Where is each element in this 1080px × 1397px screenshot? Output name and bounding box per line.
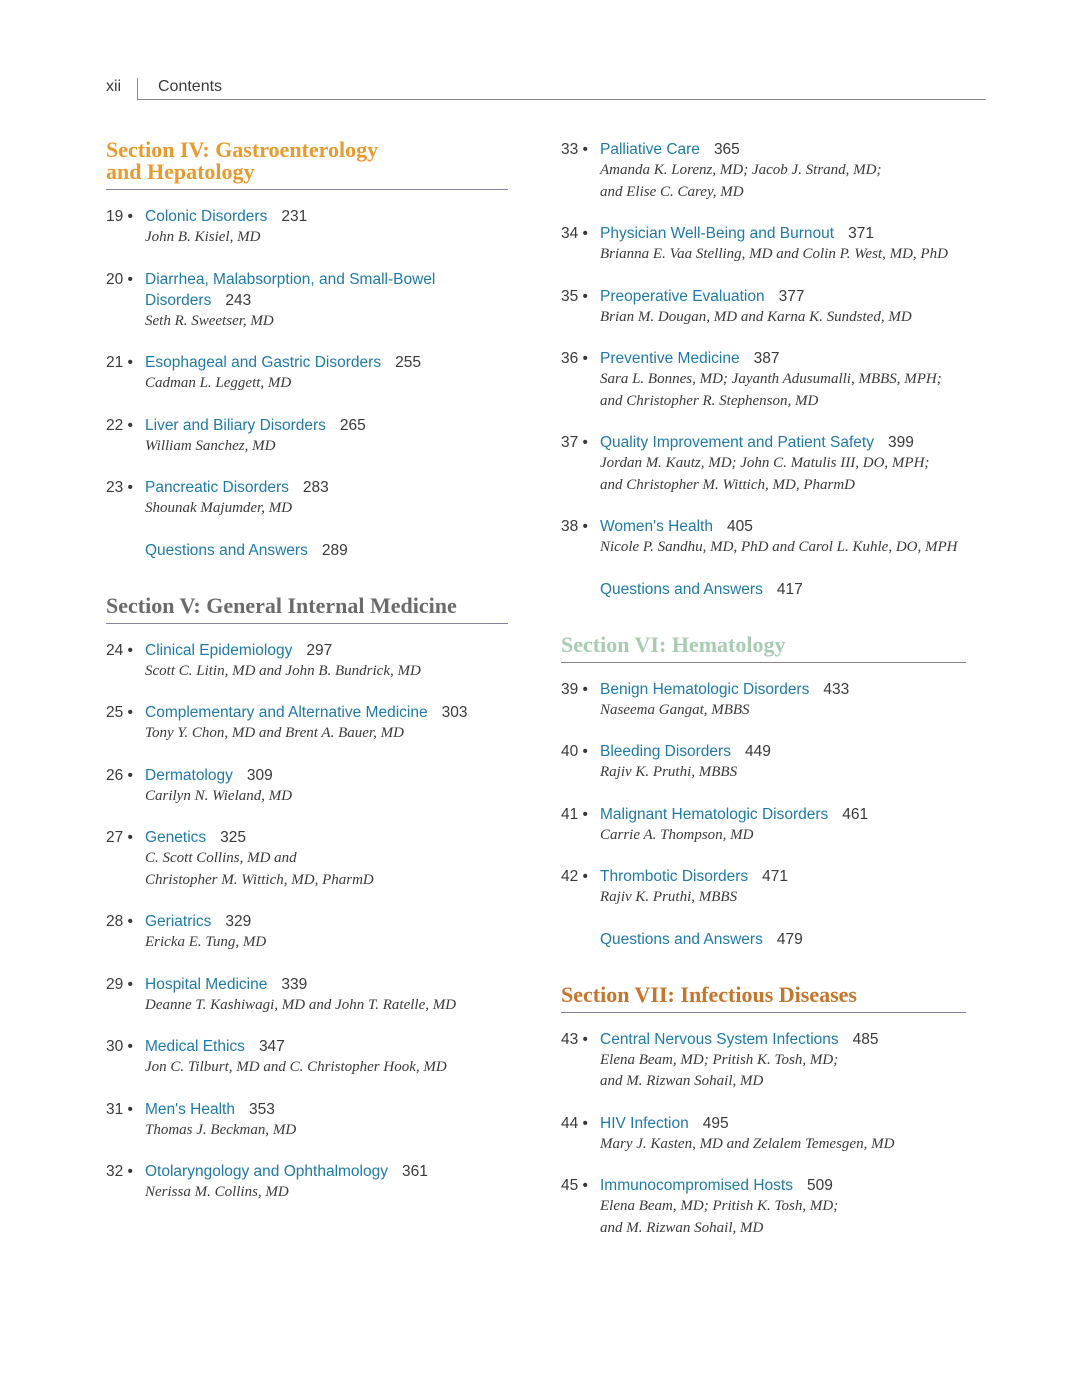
toc-entry [561,223,966,266]
chapter-authors [145,1182,508,1204]
chapter-title-line [600,516,966,537]
chapter-authors [600,453,966,496]
chapter-title-line [145,640,508,661]
chapter-page-number: 325 [220,829,247,846]
chapter-title-line [600,1175,966,1196]
chapter-title-link[interactable]: Benign Hematologic Disorders [600,680,810,698]
qa-link[interactable]: Questions and Answers [600,930,763,948]
chapter-number: 39 • [561,680,588,698]
chapter-title-line [145,974,508,995]
chapter-number: 30 • [106,1038,133,1055]
toc-entry [106,765,508,808]
chapter-title-line [600,286,966,307]
chapter-title-link[interactable]: Otolaryngology and Ophthalmology [145,1163,388,1180]
left-column [106,139,508,1224]
chapter-title-link[interactable]: Hospital Medicine [145,975,268,993]
chapter-title-link[interactable]: Women's Health [600,518,713,535]
toc-entry [561,516,966,559]
chapter-page-number: 365 [713,141,740,158]
chapter-title-line [600,348,966,369]
chapter-authors [145,661,508,683]
chapter-page-number: 339 [281,975,308,993]
chapter-title-link[interactable]: Physician Well-Being and Burnout [600,225,835,242]
chapter-authors [600,160,966,203]
chapter-authors [145,498,508,520]
chapter-title-line [145,415,508,436]
chapter-title-link[interactable]: Preventive Medicine [600,350,740,367]
chapter-authors [600,369,966,412]
chapter-authors [145,932,508,954]
chapter-title-link[interactable]: Thrombotic Disorders [600,868,749,885]
chapter-page-number: 283 [302,479,329,496]
toc-entry [106,415,508,458]
toc-entry [561,866,966,909]
section-heading-line: Section V: General Internal Medicine [106,592,457,618]
author-line: Brianna E. Vaa Stelling, MD and Colin P. West, MD, PhD [600,246,948,262]
chapter-number: 24 • [106,641,133,659]
chapter-authors [600,1050,966,1093]
toc-entry [106,974,508,1017]
chapter-title-line [600,223,966,244]
author-line: and M. Rizwan Sohail, MD [600,1219,764,1236]
chapter-number: 25 • [106,704,133,721]
chapter-authors [600,1196,966,1239]
author-line: Shounak Majumder, MD [145,500,293,516]
qa-page-number: 289 [321,541,348,559]
chapter-title-link[interactable]: Quality Improvement and Patient Safety [600,434,874,451]
qa-page-number: 479 [776,930,803,948]
chapter-title-line [600,1113,966,1134]
chapter-title-link[interactable]: HIV Infection [600,1114,689,1132]
chapter-title-line [145,1161,508,1182]
chapter-title-link[interactable]: Men's Health [145,1100,235,1118]
header-divider [137,78,138,100]
chapter-number: 38 • [561,518,588,535]
toc-entry [106,702,508,745]
chapter-title-link[interactable]: Colonic Disorders [145,208,268,225]
chapter-title-line [145,1099,508,1120]
chapter-title-line [600,679,966,700]
author-line: Seth R. Sweetser, MD [145,312,274,329]
chapter-title-link[interactable]: Liver and Biliary Disorders [145,416,326,434]
toc-entry [561,139,966,203]
author-line: Deanne T. Kashiwagi, MD and John T. Ratelle, MD [145,996,457,1013]
author-line: and M. Rizwan Sohail, MD [600,1073,764,1089]
chapter-title-link[interactable]: Clinical Epidemiology [145,641,293,659]
chapter-page-number: 255 [395,354,421,371]
chapter-number: 28 • [106,913,133,930]
chapter-page-number: 495 [702,1114,729,1132]
chapter-authors [145,848,508,891]
chapter-authors [600,700,966,722]
author-line: Cadman L. Leggett, MD [145,375,292,391]
section-heading-line: and Hepatology [106,159,255,184]
chapter-title-link[interactable]: Malignant Hematologic Disorders [600,805,829,823]
author-line: C. Scott Collins, MD and [145,850,297,866]
author-line: Mary J. Kasten, MD and Zelalem Temesgen, MD [600,1135,895,1152]
chapter-page-number: 243 [225,291,252,309]
chapter-number: 45 • [561,1177,588,1194]
running-title: Contents [158,78,223,95]
chapter-title-link[interactable]: Dermatology [145,766,233,784]
right-column [561,139,966,1259]
chapter-page-number: 449 [744,743,771,760]
toc-entry [106,911,508,954]
chapter-title-link[interactable]: Genetics [145,829,207,846]
author-line: Carilyn N. Wieland, MD [145,787,293,804]
chapter-page-number: 303 [441,704,468,721]
toc-entry [106,206,508,249]
chapter-title-link[interactable]: Bleeding Disorders [600,743,731,760]
chapter-title-line [145,1036,508,1057]
chapter-page-number: 297 [306,641,333,659]
chapter-page-number: 309 [246,766,273,784]
chapter-title-line [600,1029,966,1050]
chapter-title-line [600,804,966,825]
questions-and-answers [561,579,966,600]
qa-link[interactable]: Questions and Answers [600,580,763,598]
chapter-authors [600,825,966,847]
author-line: Thomas J. Beckman, MD [145,1121,297,1138]
chapter-title-line [145,206,508,227]
chapter-authors [145,786,508,808]
toc-entry [106,640,508,683]
chapter-number: 31 • [106,1100,133,1118]
chapter-authors [145,436,508,458]
section-heading-line: Section VI: Hematology [561,631,786,657]
author-line: Tony Y. Chon, MD and Brent A. Bauer, MD [145,725,404,741]
chapter-page-number: 509 [806,1177,833,1194]
author-line: Jon C. Tilburt, MD and C. Christopher Hook, MD [145,1059,447,1075]
chapter-page-number: 471 [762,868,789,885]
qa-link[interactable]: Questions and Answers [145,541,308,559]
chapter-page-number: 353 [248,1100,275,1118]
author-line: Brian M. Dougan, MD and Karna K. Sundsted, MD [600,308,912,325]
chapter-title-link[interactable]: Preoperative Evaluation [600,287,765,305]
section-heading [106,139,508,190]
header-rule [138,99,986,100]
chapter-title-link[interactable]: Esophageal and Gastric Disorders [145,354,382,371]
chapter-number: 43 • [561,1030,588,1048]
author-line: Christopher M. Wittich, MD, PharmD [145,871,374,888]
author-line: Elena Beam, MD; Pritish K. Tosh, MD; [600,1051,839,1068]
toc-entry [106,1036,508,1079]
chapter-number: 41 • [561,805,588,823]
author-line: Amanda K. Lorenz, MD; Jacob J. Strand, MD; [600,162,882,178]
section-heading [561,981,966,1013]
toc-entry [561,679,966,722]
chapter-title-link[interactable]: Palliative Care [600,141,700,158]
toc-entry [561,348,966,412]
chapter-title-line [600,741,966,762]
toc-entry [106,269,508,333]
chapter-title-line [145,352,508,373]
toc-entry [561,741,966,784]
chapter-title-line [145,765,508,786]
chapter-title-link[interactable]: Disorders [145,291,212,309]
toc-entry [561,286,966,329]
questions-and-answers [561,929,966,950]
toc-entry [106,477,508,520]
chapter-title-line [600,866,966,887]
toc-section [106,592,508,1204]
chapter-page-number: 461 [842,805,869,823]
chapter-title-link[interactable]: Geriatrics [145,913,212,930]
chapter-title-link[interactable]: Medical Ethics [145,1038,245,1055]
chapter-title-link[interactable]: Complementary and Alternative Medicine [145,704,428,721]
chapter-number: 34 • [561,225,588,242]
chapter-number: 22 • [106,416,133,434]
chapter-title-link[interactable]: Pancreatic Disorders [145,479,289,496]
chapter-page-number: 329 [225,913,252,930]
page-number: xii [106,78,122,95]
chapter-page-number: 405 [726,518,753,535]
chapter-number: 21 • [106,354,133,371]
chapter-authors [600,307,966,329]
chapter-authors [600,762,966,784]
author-line: Nerissa M. Collins, MD [145,1184,289,1200]
chapter-page-number: 361 [401,1163,428,1180]
author-line: William Sanchez, MD [145,437,276,454]
author-line: Jordan M. Kautz, MD; John C. Matulis III, DO, MPH; [600,455,930,471]
author-line: and Christopher M. Wittich, MD, PharmD [600,476,855,493]
author-line: Rajiv K. Pruthi, MBBS [600,889,738,905]
chapter-number: 19 • [106,208,133,225]
chapter-page-number: 399 [887,434,914,451]
toc-section [561,631,966,950]
chapter-authors [600,1134,966,1156]
author-line: Nicole P. Sandhu, MD, PhD and Carol L. Kuhle, DO, MPH [600,539,958,555]
questions-and-answers [106,540,508,561]
author-line: John B. Kisiel, MD [145,229,261,245]
chapter-number: 40 • [561,743,588,760]
chapter-title-line [600,432,966,453]
chapter-number: 23 • [106,479,133,496]
chapter-number: 20 • [106,270,133,288]
chapter-page-number: 265 [339,416,366,434]
chapter-authors [145,995,508,1017]
toc-section [106,139,508,561]
chapter-title-line [145,702,508,723]
author-line: Ericka E. Tung, MD [145,934,267,950]
chapter-title-line [145,269,508,311]
chapter-page-number: 387 [753,350,780,367]
chapter-number: 32 • [106,1163,133,1180]
chapter-number: 33 • [561,141,588,158]
qa-page-number: 417 [776,580,803,598]
toc-entry [106,1161,508,1204]
chapter-title-line [145,827,508,848]
chapter-title-line [145,911,508,932]
chapter-number: 37 • [561,434,588,451]
toc-entry [106,1099,508,1142]
toc-entry [561,1029,966,1093]
section-heading-line: Section IV: Gastroenterology [106,137,379,162]
chapter-authors [145,1057,508,1079]
section-heading-line: Section VII: Infectious Diseases [561,981,857,1007]
chapter-page-number: 485 [852,1030,879,1048]
author-line: Naseema Gangat, MBBS [600,701,750,718]
chapter-authors [145,311,508,333]
chapter-title-link[interactable]: Central Nervous System Infections [600,1030,839,1048]
toc-entry [561,432,966,496]
author-line: Scott C. Litin, MD and John B. Bundrick, MD [145,662,421,679]
toc-entry [106,827,508,891]
chapter-authors [145,723,508,745]
author-line: Elena Beam, MD; Pritish K. Tosh, MD; [600,1198,839,1214]
chapter-title-link[interactable]: Diarrhea, Malabsorption, and Small-Bowel [145,270,436,288]
chapter-number: 26 • [106,766,133,784]
section-heading [561,631,966,663]
toc-entry [561,1175,966,1239]
chapter-number: 44 • [561,1114,588,1132]
chapter-number: 36 • [561,350,588,367]
toc-section [561,981,966,1240]
toc-continuation [561,139,966,600]
chapter-title-line [145,477,508,498]
page-header [106,76,986,101]
chapter-number: 35 • [561,287,588,305]
chapter-number: 42 • [561,868,588,885]
toc-entry [561,1113,966,1156]
chapter-title-link[interactable]: Immunocompromised Hosts [600,1177,793,1194]
author-line: Carrie A. Thompson, MD [600,826,754,843]
author-line: Rajiv K. Pruthi, MBBS [600,764,738,780]
author-line: and Elise C. Carey, MD [600,183,744,200]
author-line: and Christopher R. Stephenson, MD [600,392,819,409]
chapter-number: 29 • [106,975,133,993]
toc-entry [106,352,508,395]
author-line: Sara L. Bonnes, MD; Jayanth Adusumalli, MBBS, MPH; [600,371,942,387]
chapter-authors [145,227,508,249]
section-heading [106,592,508,624]
toc-entry [561,804,966,847]
chapter-number: 27 • [106,829,133,846]
chapter-authors [600,887,966,909]
chapter-page-number: 231 [281,208,308,225]
chapter-page-number: 433 [823,680,850,698]
chapter-title-line [600,139,966,160]
chapter-page-number: 347 [258,1038,285,1055]
chapter-page-number: 377 [778,287,805,305]
chapter-authors [600,537,966,559]
chapter-authors [145,373,508,395]
chapter-authors [600,244,966,266]
chapter-authors [145,1120,508,1142]
chapter-page-number: 371 [848,225,874,242]
